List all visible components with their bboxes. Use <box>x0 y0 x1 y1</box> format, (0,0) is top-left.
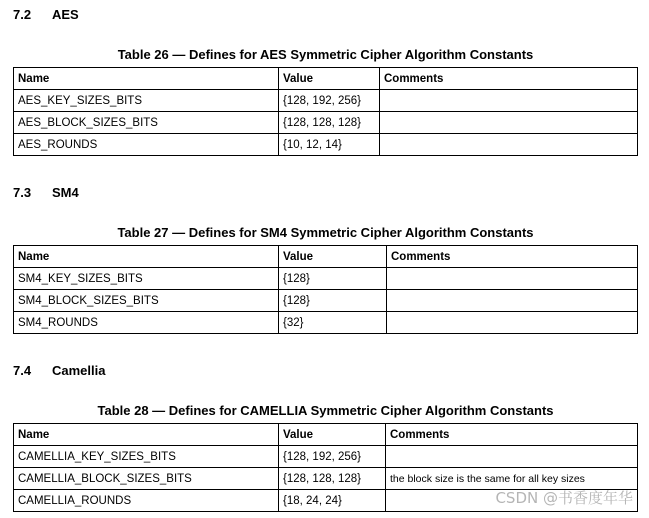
header-comments: Comments <box>387 246 638 268</box>
table-caption-camellia: Table 28 — Defines for CAMELLIA Symmetric Cipher Algorithm Constants <box>97 403 554 418</box>
table-header-row <box>14 246 638 268</box>
section-number: 7.4 <box>13 363 32 378</box>
section-title: AES <box>52 7 79 22</box>
cell-comments <box>380 134 638 156</box>
cell-value: {128} <box>279 268 387 290</box>
cell-comments <box>387 290 638 312</box>
cell-value: {128, 128, 128} <box>279 468 386 490</box>
table-row <box>14 446 638 468</box>
section-heading-sm4 <box>13 185 79 200</box>
section-number: 7.3 <box>13 185 32 200</box>
header-comments: Comments <box>386 424 638 446</box>
section-number: 7.2 <box>13 7 32 22</box>
table-row <box>14 290 638 312</box>
aes-constants-table <box>13 67 638 156</box>
header-name: Name <box>14 424 279 446</box>
cell-name: CAMELLIA_ROUNDS <box>14 490 279 512</box>
csdn-watermark: CSDN @书香度年华 <box>495 489 633 507</box>
section-heading-aes <box>13 7 79 22</box>
cell-comments <box>386 446 638 468</box>
table-row <box>14 268 638 290</box>
cell-comments <box>380 112 638 134</box>
header-value: Value <box>279 68 380 90</box>
section-title: SM4 <box>52 185 79 200</box>
table-caption-sm4: Table 27 — Defines for SM4 Symmetric Cipher Algorithm Constants <box>117 225 534 240</box>
table-header-row <box>14 424 638 446</box>
sm4-constants-table <box>13 245 638 334</box>
table-row <box>14 112 638 134</box>
table-row <box>14 134 638 156</box>
section-title: Camellia <box>52 363 106 378</box>
cell-comments <box>387 312 638 334</box>
cell-comments <box>380 90 638 112</box>
cell-value: {128, 192, 256} <box>279 90 380 112</box>
cell-name: AES_KEY_SIZES_BITS <box>14 90 279 112</box>
cell-comments: the block size is the same for all key sizes <box>386 468 638 490</box>
cell-name: AES_BLOCK_SIZES_BITS <box>14 112 279 134</box>
cell-name: CAMELLIA_KEY_SIZES_BITS <box>14 446 279 468</box>
header-name: Name <box>14 68 279 90</box>
cell-name: CAMELLIA_BLOCK_SIZES_BITS <box>14 468 279 490</box>
header-value: Value <box>279 424 386 446</box>
header-value: Value <box>279 246 387 268</box>
table-header-row <box>14 68 638 90</box>
cell-value: {128, 192, 256} <box>279 446 386 468</box>
header-name: Name <box>14 246 279 268</box>
cell-value: {32} <box>279 312 387 334</box>
cell-comments <box>387 268 638 290</box>
cell-name: SM4_KEY_SIZES_BITS <box>14 268 279 290</box>
cell-value: {128, 128, 128} <box>279 112 380 134</box>
cell-value: {18, 24, 24} <box>279 490 386 512</box>
header-comments: Comments <box>380 68 638 90</box>
cell-name: AES_ROUNDS <box>14 134 279 156</box>
cell-name: SM4_ROUNDS <box>14 312 279 334</box>
cell-name: SM4_BLOCK_SIZES_BITS <box>14 290 279 312</box>
section-heading-camellia <box>13 363 105 378</box>
cell-value: {128} <box>279 290 387 312</box>
table-row <box>14 312 638 334</box>
table-caption-aes: Table 26 — Defines for AES Symmetric Cipher Algorithm Constants <box>117 47 534 62</box>
cell-value: {10, 12, 14} <box>279 134 380 156</box>
table-row <box>14 90 638 112</box>
